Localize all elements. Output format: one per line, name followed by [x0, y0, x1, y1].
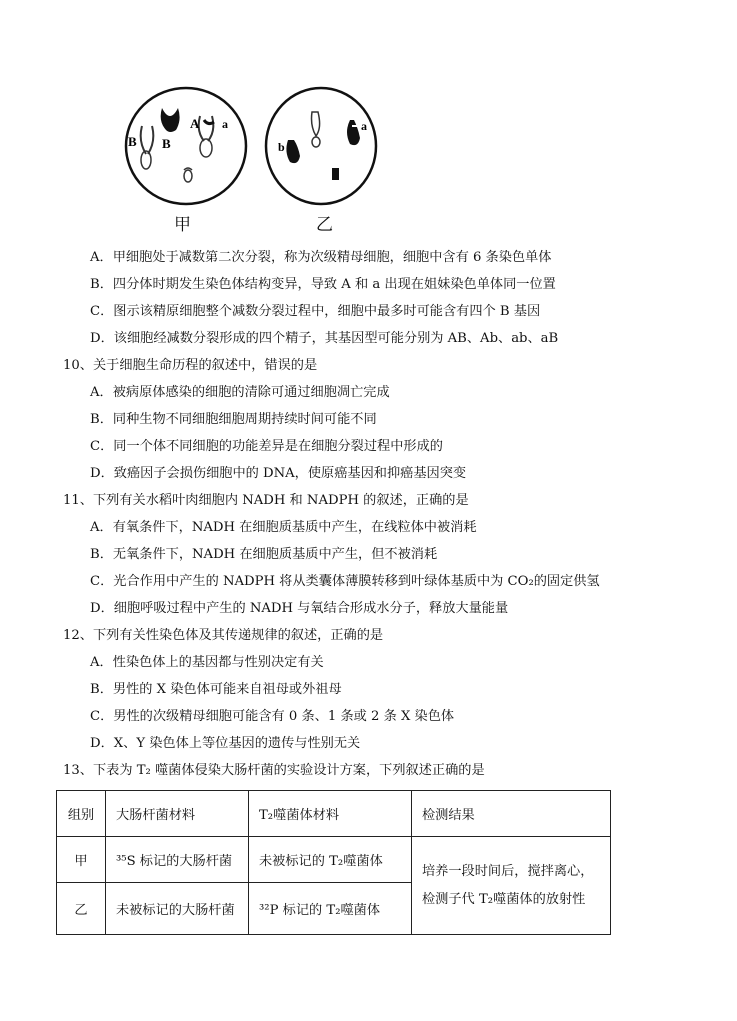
q9-option-b: B．四分体时期发生染色体结构变异，导致 A 和 a 出现在姐妹染色单体同一位置: [90, 277, 556, 292]
chromosome-dark-3: [347, 120, 360, 145]
q10-option-a: A．被病原体感染的细胞的清除可通过细胞凋亡完成: [90, 385, 390, 400]
q9-option-d: D．该细胞经减数分裂形成的四个精子，其基因型可能分别为 AB、Ab、ab、aB: [90, 331, 559, 346]
label-b1: B: [128, 134, 137, 149]
q10-option-b: B．同种生物不同细胞细胞周期持续时间可能不同: [90, 412, 377, 427]
q11-option-b: B．无氧条件下，NADH 在细胞质基质中产生，但不被消耗: [90, 547, 438, 562]
label-b-lower: b: [278, 140, 285, 154]
row2-phage: ³²P 标记的 T₂噬菌体: [249, 883, 412, 935]
q12-option-d: D．X、Y 染色体上等位基因的遗传与性别无关: [90, 736, 361, 751]
table-row: [57, 837, 611, 883]
result-line-1: 培养一段时间后，搅拌离心，: [422, 863, 594, 879]
cell-diagram: [118, 86, 378, 236]
cell-jia-membrane: [126, 88, 246, 204]
chromosome-dark-2: [286, 140, 300, 163]
chromosome-small: [184, 170, 192, 182]
caption-yi: 乙: [316, 215, 333, 235]
q11-option-c: C．光合作用中产生的 NADPH 将从类囊体薄膜转移到叶绿体基质中为 CO₂的固定供氢: [90, 574, 600, 589]
label-a-lower-1: a: [222, 117, 228, 131]
q13-stem: 13、下表为 T₂ 噬菌体侵染大肠杆菌的实验设计方案，下列叙述正确的是: [63, 763, 485, 778]
cell-figure: [118, 86, 378, 236]
label-b2: B: [162, 136, 171, 151]
header-group: 组别: [57, 791, 106, 837]
q11-stem: 11、下列有关水稻叶肉细胞内 NADH 和 NADPH 的叙述，正确的是: [63, 493, 469, 508]
label-a-lower-2: a: [361, 119, 367, 133]
chromosome-light-1: [141, 126, 154, 154]
q12-option-b: B．男性的 X 染色体可能来自祖母或外祖母: [90, 682, 342, 697]
experiment-table: [56, 790, 611, 935]
header-ecoli: 大肠杆菌材料: [106, 791, 249, 837]
q10-option-d: D．致癌因子会损伤细胞中的 DNA，使原癌基因和抑癌基因突变: [90, 466, 467, 481]
row1-phage: 未被标记的 T₂噬菌体: [249, 837, 412, 883]
q9-option-a: A．甲细胞处于减数第二次分裂，称为次级精母细胞，细胞中含有 6 条染色单体: [90, 250, 552, 265]
result-line-2: 检测子代 T₂噬菌体的放射性: [422, 891, 586, 907]
q12-option-c: C．男性的次级精母细胞可能含有 0 条、1 条或 2 条 X 染色体: [90, 709, 455, 724]
caption-jia: 甲: [174, 215, 191, 235]
row1-ecoli: ³⁵S 标记的大肠杆菌: [106, 837, 249, 883]
q11-option-d: D．细胞呼吸过程中产生的 NADH 与氧结合形成水分子，释放大量能量: [90, 601, 509, 616]
chromosome-light-2: [199, 116, 214, 141]
label-a-upper: A: [190, 116, 200, 131]
row2-ecoli: 未被标记的大肠杆菌: [106, 883, 249, 935]
q12-stem: 12、下列有关性染色体及其传递规律的叙述，正确的是: [63, 628, 384, 643]
row2-group: 乙: [57, 883, 106, 935]
q10-stem: 10、关于细胞生命历程的叙述中，错误的是: [63, 358, 318, 373]
header-phage: T₂噬菌体材料: [249, 791, 412, 837]
row1-group: 甲: [57, 837, 106, 883]
q12-option-a: A．性染色体上的基因都与性别决定有关: [90, 655, 324, 670]
result-cell: [412, 837, 611, 935]
chromosome-dark-small: [332, 168, 339, 180]
table-header-row: [57, 791, 611, 837]
chromosome-dark-1: [161, 108, 180, 132]
header-result: 检测结果: [412, 791, 611, 837]
chromosome-light-3: [312, 112, 320, 136]
q9-option-c: C．图示该精原细胞整个减数分裂过程中，细胞中最多时可能含有四个 B 基因: [90, 304, 541, 319]
q11-option-a: A．有氧条件下，NADH 在细胞质基质中产生，在线粒体中被消耗: [90, 520, 477, 535]
q10-option-c: C．同一个体不同细胞的功能差异是在细胞分裂过程中形成的: [90, 439, 443, 454]
